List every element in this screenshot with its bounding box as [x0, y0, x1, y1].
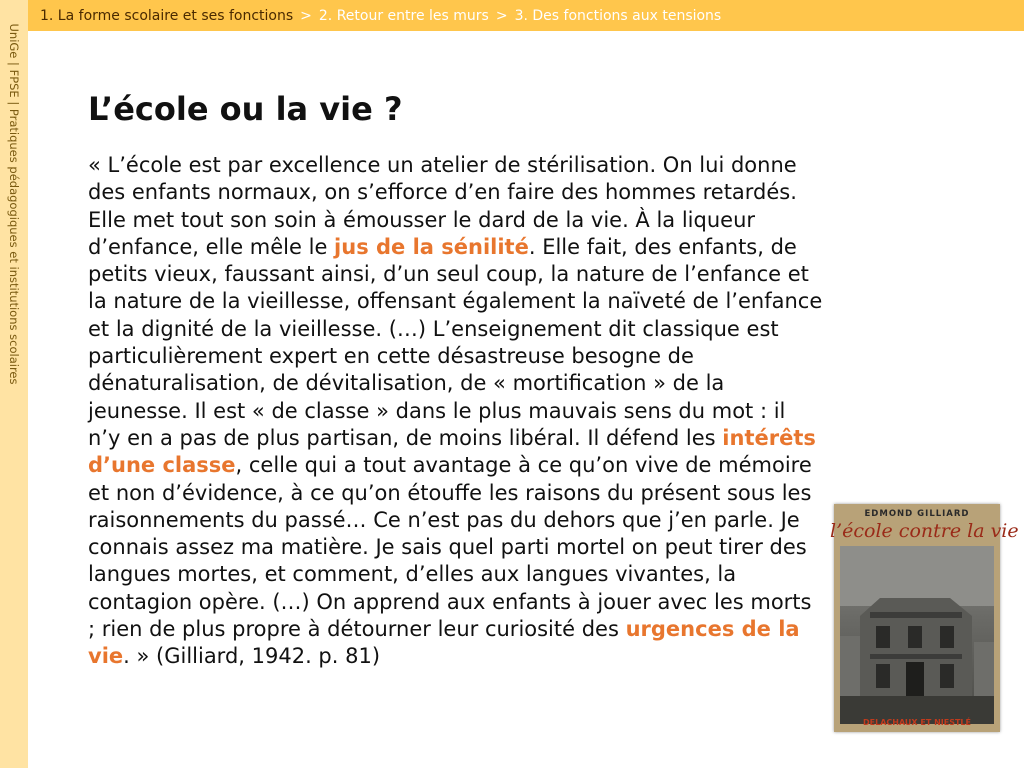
page-title: L’école ou la vie ? — [88, 90, 403, 128]
highlight-urgences-vie: urgences de la vie — [88, 617, 800, 669]
book-cover-publisher: DELACHAUX ET NIESTLÉ — [863, 718, 971, 727]
book-cover-image — [830, 504, 1019, 732]
breadcrumb-item-forme-scolaire[interactable]: 1. La forme scolaire et ses fonctions — [40, 7, 294, 24]
house-illustration — [840, 546, 994, 724]
side-band — [0, 0, 28, 768]
breadcrumb-item-fonctions-tensions[interactable]: 3. Des fonctions aux tensions — [514, 7, 722, 24]
breadcrumb-item-retour-murs[interactable]: 2. Retour entre les murs — [318, 7, 489, 24]
quote-part-2: . Elle fait, des enfants, de petits vieux, faussant ainsi, d’un seul coup, la nature de l’enfance et la nature de la vieillesse, offensant également la naïveté de l’enfance et la dignité de la vieillesse. (…) L’enseignement dit classique est particulièrement expert en cette désastreuse besogne de dénaturalisation, de dévitalisation, de « mortification » de la jeunesse. Il est « de classe » dans le plus mauvais sens du mot : il n’y en a pas de plus partisan, de moins libéral. Il défend les — [88, 234, 823, 450]
quote-part-1: « L’école est par excellence un atelier de stérilisation. On lui donne des enfants normaux, on s’efforce d’en faire des hommes retardés. Elle met tout son soin à émousser le dard de la vie. À la liqueur d’enfance, elle mêle le — [88, 153, 797, 259]
breadcrumb — [28, 0, 1024, 31]
book-cover-title: l’école contre la vie — [830, 520, 1019, 542]
side-band-label: UniGe | FPSE | Pratiques pédagogiques et institutions scolaires — [7, 23, 21, 385]
book-cover-photo — [840, 546, 994, 724]
quote-text — [88, 152, 824, 671]
quote-part-3: , celle qui a tout avantage à ce qu’on vive de mémoire et non d’évidence, à ce qu’on étouffe les raisons du présent sous les raisonnements du passé… Ce n’est pas du dehors que j’en parle. Je connais assez ma matière. Je sais quel parti mortel on peut tirer des langues mortes, et comment, d’elles aux langues vivantes, la contagion opère. (…) On apprend aux enfants à jouer avec les morts ; rien de plus propre à détourner leur curiosité des — [88, 453, 812, 642]
quote-part-4: . » (Gilliard, 1942. p. 81) — [123, 644, 381, 669]
book-cover-author: EDMOND GILLIARD — [864, 509, 970, 519]
breadcrumb-separator: > — [300, 7, 312, 24]
highlight-jus-senilite: jus de la sénilité — [334, 234, 529, 259]
breadcrumb-separator: > — [495, 7, 508, 24]
highlight-interets-classe: intérêts d’une classe — [88, 425, 816, 478]
